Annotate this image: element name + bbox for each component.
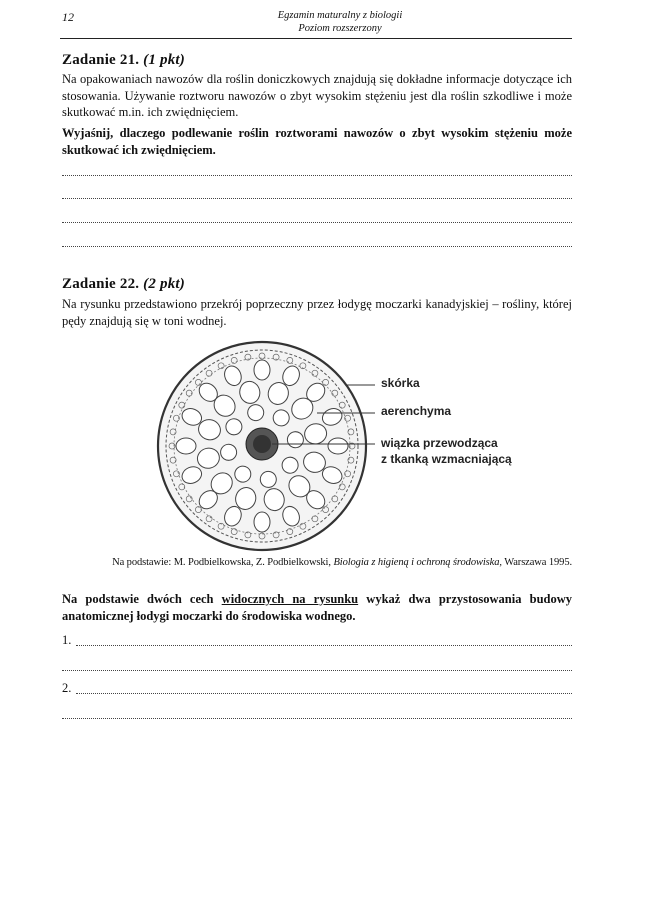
task21-points: (1 pkt) [143, 52, 185, 68]
answer-number-2: 2. [62, 681, 72, 695]
header-rule [60, 38, 572, 39]
task22-title [62, 276, 185, 293]
task22-command-part2: wykaż dwa przystosowania budowy anatomicznej łodygi moczarki do środowiska wodnego. [62, 592, 573, 623]
stem-cross-section-figure [145, 340, 565, 555]
page-number: 12 [62, 10, 74, 24]
stem-cross-section-drawing [145, 340, 565, 555]
task22-command-underlined: widocznych na rysunku [221, 592, 359, 606]
label-skorka: skórka [381, 376, 420, 390]
task22-title-prefix: Zadanie 22. [62, 276, 140, 292]
label-wiazka-line1: wiązka przewodząca [381, 436, 498, 450]
task22-command-part1: Na podstawie dwóch cech [62, 592, 214, 606]
task21-title-prefix: Zadanie 21. [62, 52, 140, 68]
running-head-line2: Poziom rozszerzony [298, 23, 382, 34]
task22-answer-2[interactable] [62, 681, 572, 697]
figure-caption [100, 557, 572, 568]
caption-title: Biologia z higieną i ochroną środowiska, [333, 557, 502, 568]
task21-answer-line-3[interactable] [62, 221, 572, 223]
task21-intro: Na opakowaniach nawozów dla roślin doniczkowych znajdują się dokładne informacje dotyczące ich stosowania. Używanie roztworu nawozów o zbyt wysokim stężeniu jest dla roślin szkodliwe i może skutkować m.in. ich zwiędnięciem. [62, 72, 572, 119]
answer-number-1: 1. [62, 633, 72, 647]
air-space [176, 438, 196, 454]
task22-answer-1[interactable] [62, 633, 572, 649]
task21-answer-line-2[interactable] [62, 197, 572, 199]
task21-answer-line-1[interactable] [62, 174, 572, 176]
caption-prefix: Na podstawie: M. Podbielkowska, Z. Podbielkowski, [112, 557, 331, 568]
task22-intro: Na rysunku przedstawiono przekrój poprzeczny przez łodygę moczarki kanadyjskiej – rośliny, której pędy znajdują się w toni wodnej. [62, 297, 572, 328]
running-head-line1: Egzamin maturalny z biologii [277, 10, 403, 21]
caption-suffix: Warszawa 1995. [504, 557, 572, 568]
task22-points: (2 pkt) [143, 276, 185, 292]
running-head [200, 9, 480, 35]
air-space [328, 438, 348, 454]
air-space [254, 512, 270, 532]
task22-answer-line-1b[interactable] [62, 669, 572, 671]
task21-title [62, 52, 185, 69]
task22-answer-line-2b[interactable] [62, 717, 572, 719]
task21-answer-line-4[interactable] [62, 245, 572, 247]
task21-command: Wyjaśnij, dlaczego podlewanie roślin roztworami nawozów o zbyt wysokim stężeniu może skutkować ich zwiędnięciem. [62, 126, 572, 157]
air-space [254, 360, 270, 380]
label-wiazka-line2: z tkanką wzmacniającą [381, 452, 512, 466]
label-aerenchyma: aerenchyma [381, 404, 452, 418]
vascular-bundle-core [253, 435, 271, 453]
task22-command [62, 591, 572, 624]
